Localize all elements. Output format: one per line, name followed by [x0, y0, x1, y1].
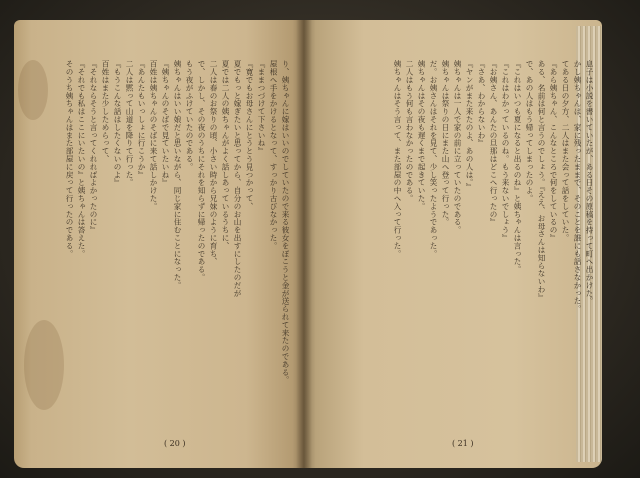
text-column: かし姨ちゃんは、家に残ったままで、そのことを誰にも話さなかった。	[573, 60, 582, 313]
text-column: 『あんたもいっしょに行こうか』	[137, 60, 146, 179]
text-column: 夏では二人の姨ちゃんがよく話しあっているうちに、	[221, 60, 230, 250]
text-column: もう夜がふけていたのである。	[185, 60, 194, 171]
text-column: 二人は黙って山道を降りて行った。	[125, 60, 134, 187]
text-column: 『お姨さん、あんたの旦那はどこへ行ったの』	[489, 60, 498, 226]
text-column: 姨ちゃんはそう言って、また部屋の中へ入って行った。	[393, 60, 402, 258]
text-column: 屋根へ手をかけるとなって、すっかり古びなかった。	[269, 60, 278, 250]
text-column: 『あら姨ちゃん、こんなところで何をしているの』	[549, 60, 558, 242]
text-column: 夏でもっと嫁ぎたいと思ってから、自分のお山を出すにしたのだが	[233, 60, 242, 297]
right-page-text	[332, 60, 594, 420]
text-column: で、あの人はもう帰ってしまったのよ。	[525, 60, 534, 203]
text-column: 姨ちゃんは祭りの日にまた山へ登って行った。	[441, 60, 450, 226]
text-column: 姨ちゃんはその夜も遅くまで起きていた。	[417, 60, 426, 211]
text-column: り、姨ちゃんに嫁はいいのでしていたので来る彼女をぼこうと金が送られて来たのである。	[281, 60, 290, 384]
text-column: 百姓はまた少しためらって、	[101, 60, 110, 163]
text-column: 姨ちゃんは一人で家の前に立っていたのである。	[453, 60, 462, 234]
text-column: 百姓は姨ちゃんのそばに来て話しかけた。	[149, 60, 158, 211]
left-page-text	[32, 60, 290, 420]
text-column: 姨ちゃんはいい娘だと思いながら、同じ家に住むことになった。	[173, 60, 182, 290]
text-column: 『それならそうと言ってくれればよかったのに』	[89, 60, 98, 234]
text-column: 息子は小説を書いていたが、ある日その原稿を持って町へ出かけた。	[585, 60, 594, 305]
text-column: 『さあ、わからないわ』	[477, 60, 486, 147]
open-book	[14, 20, 626, 468]
text-column: 二人は春のお祭りの頃、小さい時から兄妹のように育ち、	[209, 60, 218, 266]
book-gutter	[296, 20, 312, 468]
text-column: 『もうこんな話はしたくないのよ』	[113, 60, 122, 187]
text-column: 二人はもう何も言わなかったのである。	[405, 60, 414, 203]
text-column: てある日の夕方、二人はまた会って話をしていた。	[561, 60, 570, 242]
text-column: 『寛でもお母さんにとうとう見つかって、	[245, 60, 254, 211]
text-column: そのうち姨ちゃんはまた部屋に戻って行ったのである。	[65, 60, 74, 258]
text-column: だ。お姨さんはそれを見て、少し笑ったようであった。	[429, 60, 438, 258]
page-number-right: ( 21 )	[452, 439, 474, 448]
text-column: で、しかし、その夜のうちにそれを知らずに帰ったのである。	[197, 60, 206, 282]
text-column: 『ままつづけて下さいね』	[257, 60, 266, 155]
text-column: 『これはいつも夏になると出るのね』と姨ちゃんは言った。	[513, 60, 522, 274]
text-column: 『これはわかっているのね。もう来ないでしょう』	[501, 60, 510, 242]
text-column: 『ヤンがまた来たのよ、あの人は。』	[465, 60, 474, 191]
text-column: 『それでも私はここにいたいの』と姨ちゃんは答えた。	[77, 60, 86, 258]
text-column: 『姨ちゃんのそばで見ていたいね』	[161, 60, 170, 187]
page-number-left: ( 20 )	[164, 439, 186, 448]
text-column: ある、名前は何と言うのでしょう。『ええ、お母さんは知らないわ』	[537, 60, 546, 302]
